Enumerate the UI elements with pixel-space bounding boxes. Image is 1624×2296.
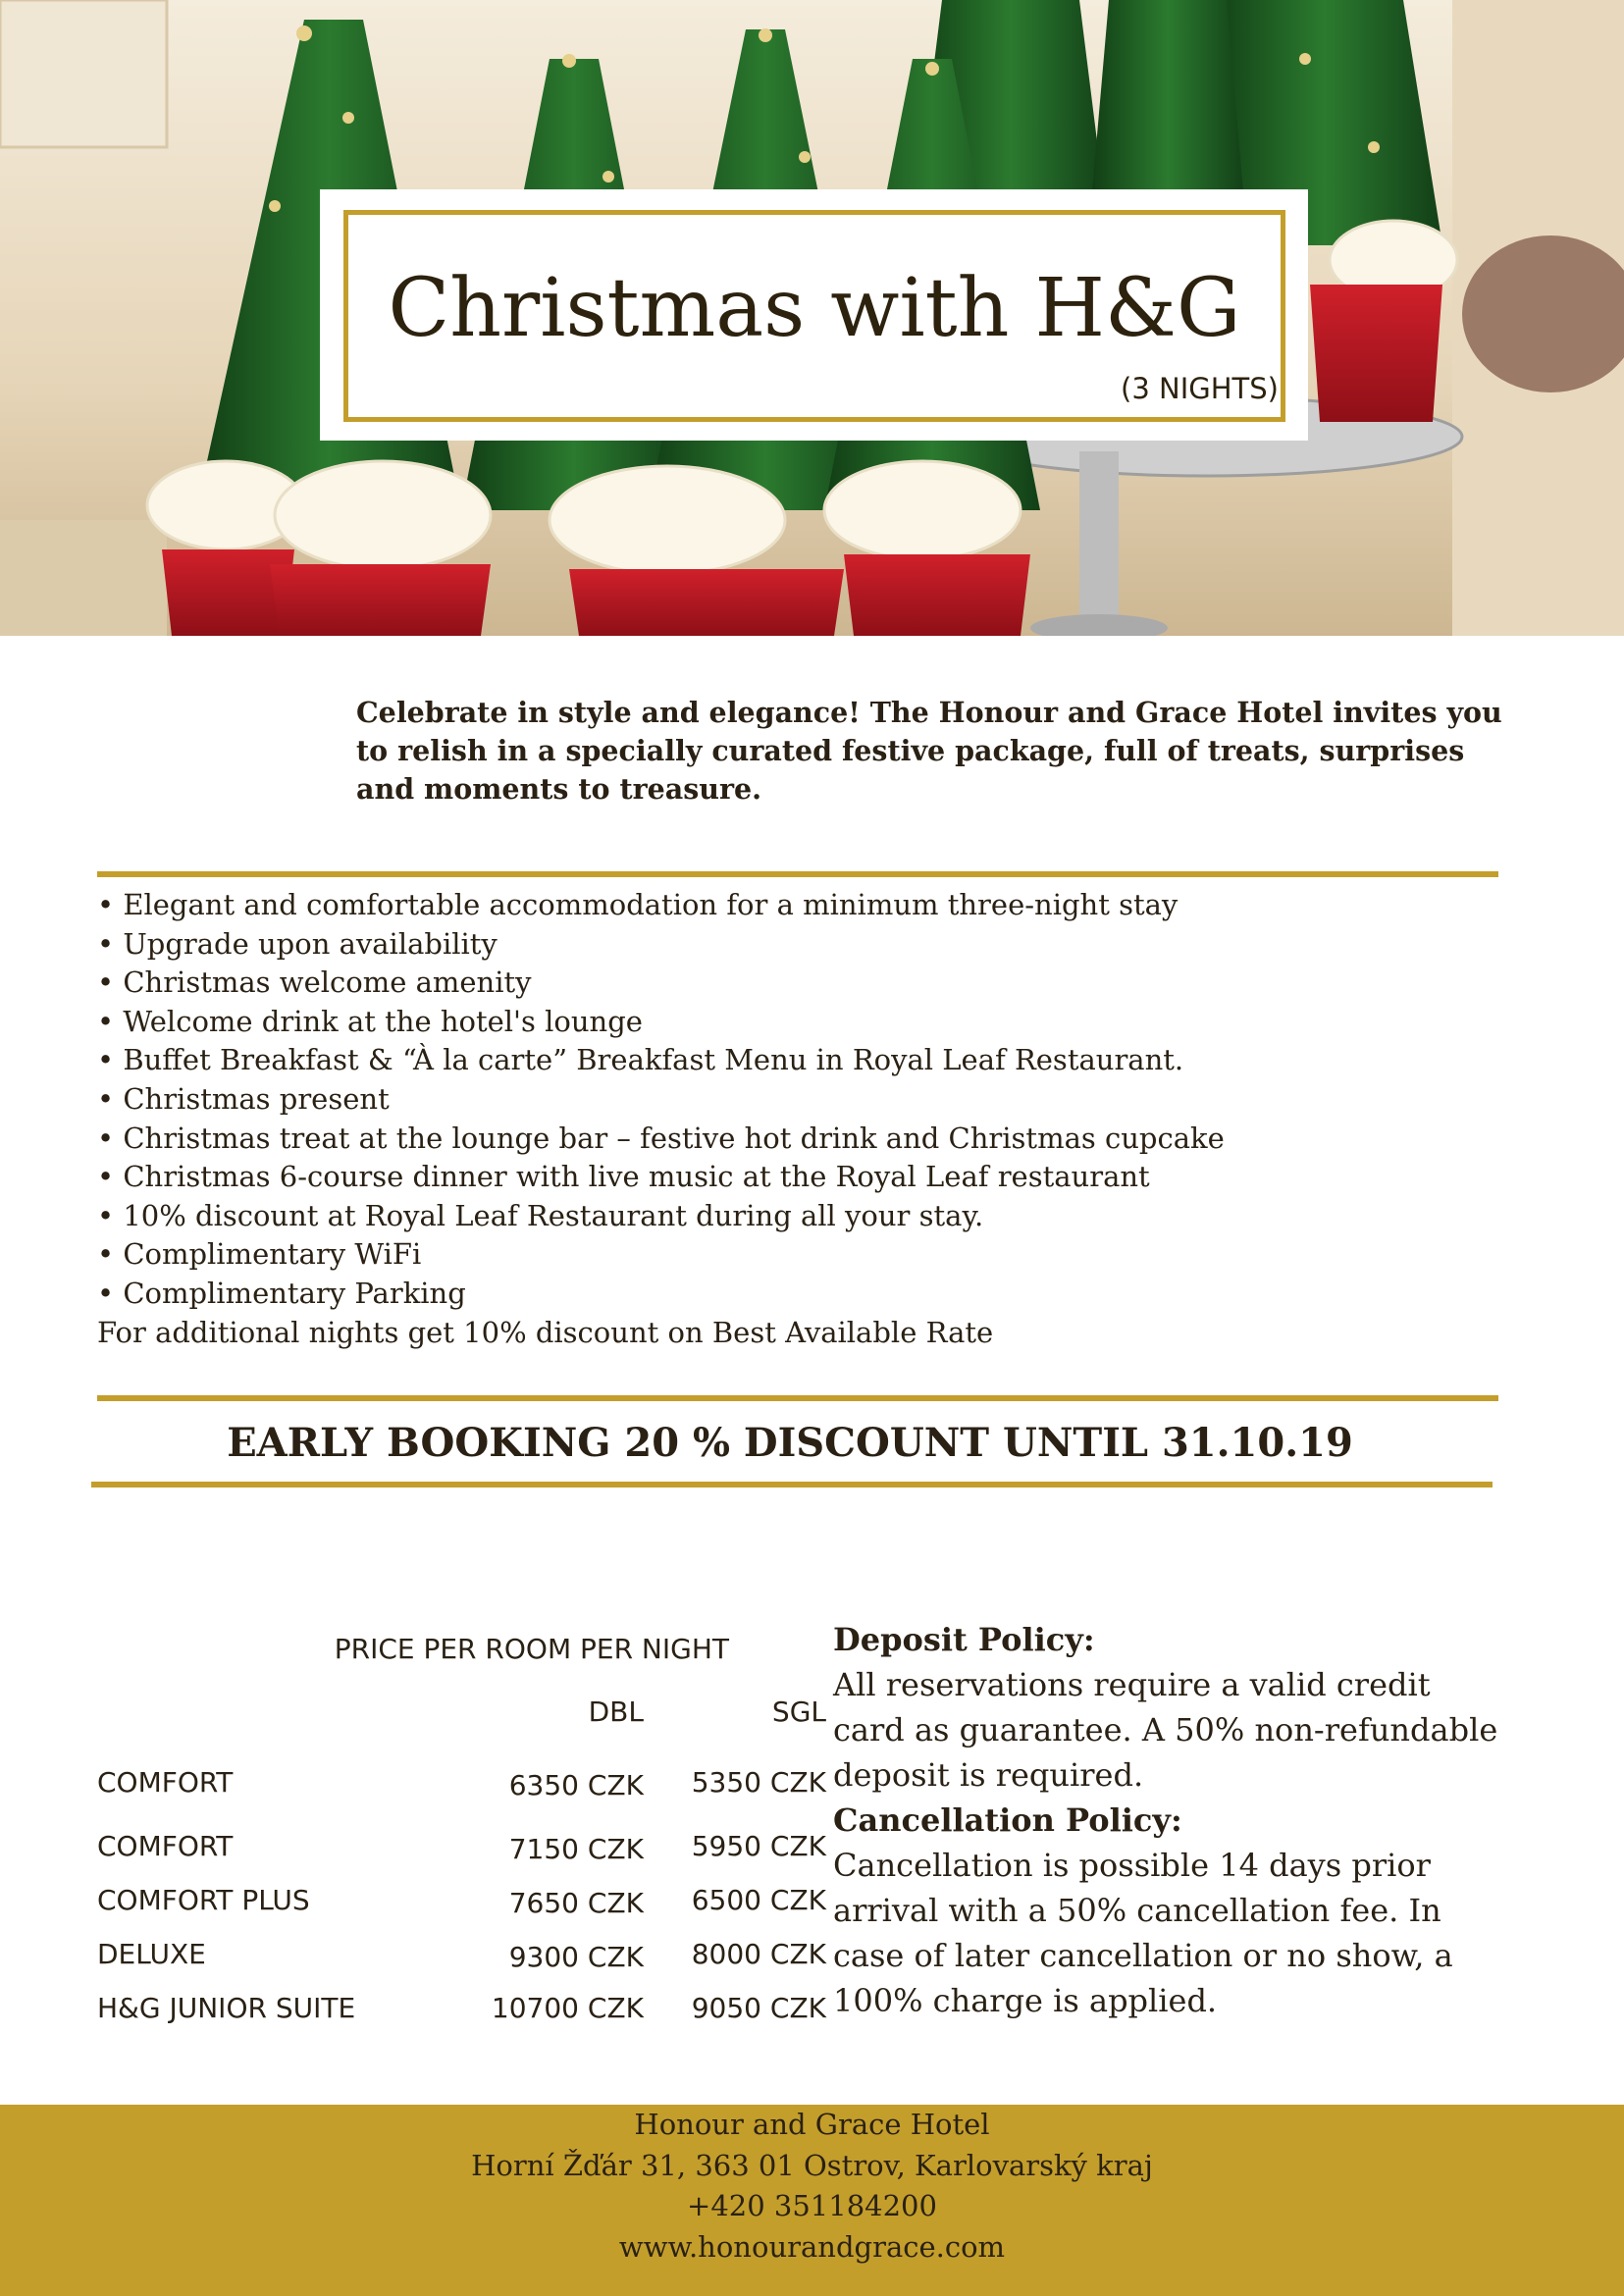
list-item: • Buffet Breakfast & “À la carte” Breakfast Menu in Royal Leaf Restaurant. (97, 1043, 1184, 1077)
price-sgl: 8000 CZK (691, 1938, 826, 1970)
list-item: • Christmas welcome amenity (97, 965, 532, 1000)
deposit-policy-text: All reservations require a valid credit card as guarantee. A 50% non-refundable deposit is required. (833, 1666, 1498, 1794)
list-item: • Christmas treat at the lounge bar – festive hot drink and Christmas cupcake (97, 1121, 1225, 1155)
price-sgl: 5350 CZK (691, 1766, 826, 1799)
early-booking-banner: EARLY BOOKING 20 % DISCOUNT UNTIL 31.10.19 (227, 1420, 1353, 1466)
hotel-name: Honour and Grace Hotel (634, 2108, 990, 2141)
table-row (97, 1766, 826, 1805)
hotel-address: Horní Žďár 31, 363 01 Ostrov, Karlovarský kraj (471, 2148, 1153, 2182)
price-dbl: 7650 CZK (508, 1887, 644, 1919)
room-type: COMFORT (97, 1830, 234, 1862)
deposit-policy-title: Deposit Policy: (833, 1621, 1095, 1658)
list-item: • Upgrade upon availability (97, 926, 498, 961)
divider-top (97, 871, 1498, 877)
list-item: • Elegant and comfortable accommodation for a minimum three-night stay (97, 888, 1179, 921)
list-item: • Complimentary Parking (97, 1276, 466, 1310)
hotel-phone: +420 351184200 (687, 2189, 937, 2222)
price-sgl: 9050 CZK (691, 1992, 826, 2024)
table-row (97, 1830, 826, 1869)
list-item: • 10% discount at Royal Leaf Restaurant during all your stay. (97, 1198, 984, 1232)
page-title: Christmas with H&G (388, 262, 1241, 355)
room-type: DELUXE (97, 1938, 206, 1970)
price-dbl: 6350 CZK (508, 1769, 644, 1801)
price-dbl: 9300 CZK (508, 1941, 644, 1973)
hero-image (0, 0, 1624, 636)
room-type: COMFORT (97, 1766, 234, 1799)
price-dbl: 10700 CZK (491, 1992, 644, 2024)
room-type: H&G JUNIOR SUITE (97, 1992, 356, 2024)
divider-early-top (97, 1395, 1498, 1401)
cancellation-policy-text: Cancellation is possible 14 days prior arrival with a 50% cancellation fee. In case of later cancellation or no show, a 100% charge is applied. (833, 1847, 1453, 2019)
divider-early-bottom (91, 1482, 1493, 1487)
intro-text: Celebrate in style and elegance! The Honour and Grace Hotel invites you to relish in a specially curated festive package, full of treats, surprises and moments to treasure. (356, 696, 1502, 806)
hotel-website: www.honourandgrace.com (618, 2229, 1006, 2264)
footer (0, 2105, 1624, 2296)
title-frame (343, 210, 1285, 422)
column-header-dbl: DBL (588, 1696, 644, 1728)
column-header-sgl: SGL (771, 1696, 826, 1728)
table-row (97, 1938, 826, 1977)
nights-label: (3 NIGHTS) (1121, 372, 1279, 405)
table-row (97, 1884, 826, 1923)
features-list (97, 886, 1500, 1352)
list-item: • Complimentary WiFi (97, 1237, 422, 1272)
table-row (97, 1992, 826, 2031)
room-type: COMFORT PLUS (97, 1884, 310, 1916)
title-card (320, 189, 1308, 441)
cancellation-policy-title: Cancellation Policy: (833, 1801, 1182, 1839)
list-item: • Welcome drink at the hotel's lounge (97, 1004, 643, 1038)
list-item: For additional nights get 10% discount on Best Available Rate (97, 1315, 994, 1349)
list-item: • Christmas present (97, 1081, 390, 1116)
price-sgl: 5950 CZK (691, 1830, 826, 1862)
price-sgl: 6500 CZK (691, 1884, 826, 1916)
price-table-title: PRICE PER ROOM PER NIGHT (334, 1633, 729, 1665)
list-item: • Christmas 6-course dinner with live music at the Royal Leaf restaurant (97, 1160, 1150, 1194)
price-dbl: 7150 CZK (508, 1833, 644, 1865)
policy-section (833, 1617, 1510, 2023)
